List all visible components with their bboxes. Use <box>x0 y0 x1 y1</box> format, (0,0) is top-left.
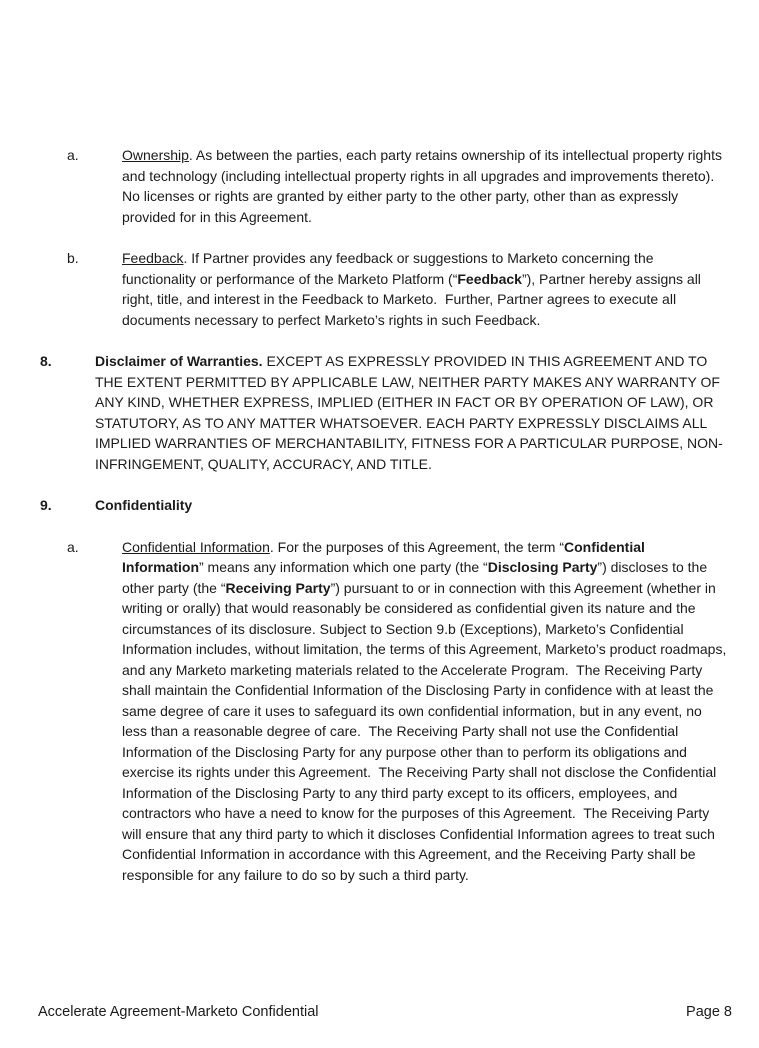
item-label: a. <box>67 538 79 555</box>
text-segment: EXCEPT AS EXPRESSLY PROVIDED IN THIS AGREEMENT AND TO THE EXTENT PERMITTED BY APPLICABLE LAW, NEITHER PARTY MAKES ANY WARRANTY OF ANY KIND, WHETHER EXPRESS, IMPLIED (EITHER IN FACT OR BY OPERATION OF LAW), OR STATUTORY, AS TO ANY MATTER WHATSOEVER. EACH PARTY EXPRESSLY DISCLAIMS ALL IMPLIED WARRANTIES OF MERCHANTABILITY, FITNESS FOR A PARTICULAR PURPOSE, NON-INFRINGEMENT, QUALITY, ACCURACY, AND TITLE. <box>95 353 724 472</box>
paragraph-text <box>122 145 729 227</box>
text-segment: Disclaimer of Warranties. <box>95 353 267 369</box>
item-label: a. <box>67 147 79 163</box>
text-segment: Ownership <box>122 147 189 163</box>
paragraph-text <box>122 537 729 886</box>
item-label: 9. <box>40 497 52 513</box>
text-segment: ” means any information which one party (the “ <box>199 559 488 575</box>
clause-7a-ownership <box>0 145 729 227</box>
footer-page-number: Page 8 <box>686 1004 732 1020</box>
footer-document-title: Accelerate Agreement-Marketo Confidential <box>38 1004 319 1020</box>
text-segment: Feedback <box>457 270 522 287</box>
text-segment: . For the purposes of this Agreement, the term “ <box>269 538 565 555</box>
text-segment: . As between the parties, each party retains ownership of its intellectual property rights and technology (including intellectual property rights in all upgrades and improvements thereto). No licenses or rights are granted by either party to the other party, other than as expressly provided for in this Agreement. <box>122 147 726 225</box>
text-segment: . If Partner provides any feedback or suggestions to Marketo concerning the functionality or performance of the Marketo Platform (“ <box>122 250 658 287</box>
page-footer <box>38 1002 732 1022</box>
text-segment: ”), Partner hereby assigns all right, title, and interest in the Feedback to Marketo. Further, Partner agrees to execute all documents necessary to perfect Marketo’s rights in such Feedback. <box>122 270 705 328</box>
clause-7b-feedback <box>0 248 729 330</box>
text-segment: Confidential Information <box>122 538 270 555</box>
text-segment: Feedback <box>122 250 184 266</box>
section-9-confidentiality <box>0 495 729 516</box>
text-segment: ”) discloses to the other party (the “ <box>122 559 712 596</box>
clause-9a-confidential-information <box>0 537 729 886</box>
text-segment: ”) pursuant to or in connection with this Agreement (whether in writing or orally) that would reasonably be considered as confidential given its nature and the circumstances of its disclosure. Subject to Section 9.b (Exceptions), Marketo’s Confidential Information includes, without limitation, the terms of this Agreement, Marketo’s product roadmaps, and any Marketo marketing materials related to the Accelerate Program. The Receiving Party shall maintain the Confidential Information of the Disclosing Party in confidence with at least the same degree of care it uses to safeguard its own confidential information, but in any event, no less than a reasonable degree of care. The Receiving Party shall not use the Confidential Information of the Disclosing Party for any purpose other than to perform its obligations and exercise its rights under this Agreement. The Receiving Party shall not disclose the Confidential Information of the Disclosing Party to any third party except to its officers, employees, and contractors who have a need to know for the purposes of this Agreement. The Receiving Party will ensure that any third party to which it discloses Confidential Information agrees to treat such Confidential Information in accordance with this Agreement, and the Receiving Party shall be responsible for any failure to do so by such a third party. <box>122 579 731 883</box>
paragraph-text <box>122 248 729 330</box>
paragraph-text <box>95 495 729 516</box>
text-segment: Confidentiality <box>95 497 193 513</box>
document-body <box>0 145 729 906</box>
section-8-disclaimer-of-warranties <box>0 351 729 474</box>
item-label: 8. <box>40 353 52 369</box>
text-segment: Confidential Information <box>122 538 649 575</box>
text-segment: Disclosing Party <box>487 559 598 575</box>
paragraph-text <box>95 351 729 474</box>
text-segment: Receiving Party <box>225 579 331 596</box>
item-label: b. <box>67 250 79 266</box>
